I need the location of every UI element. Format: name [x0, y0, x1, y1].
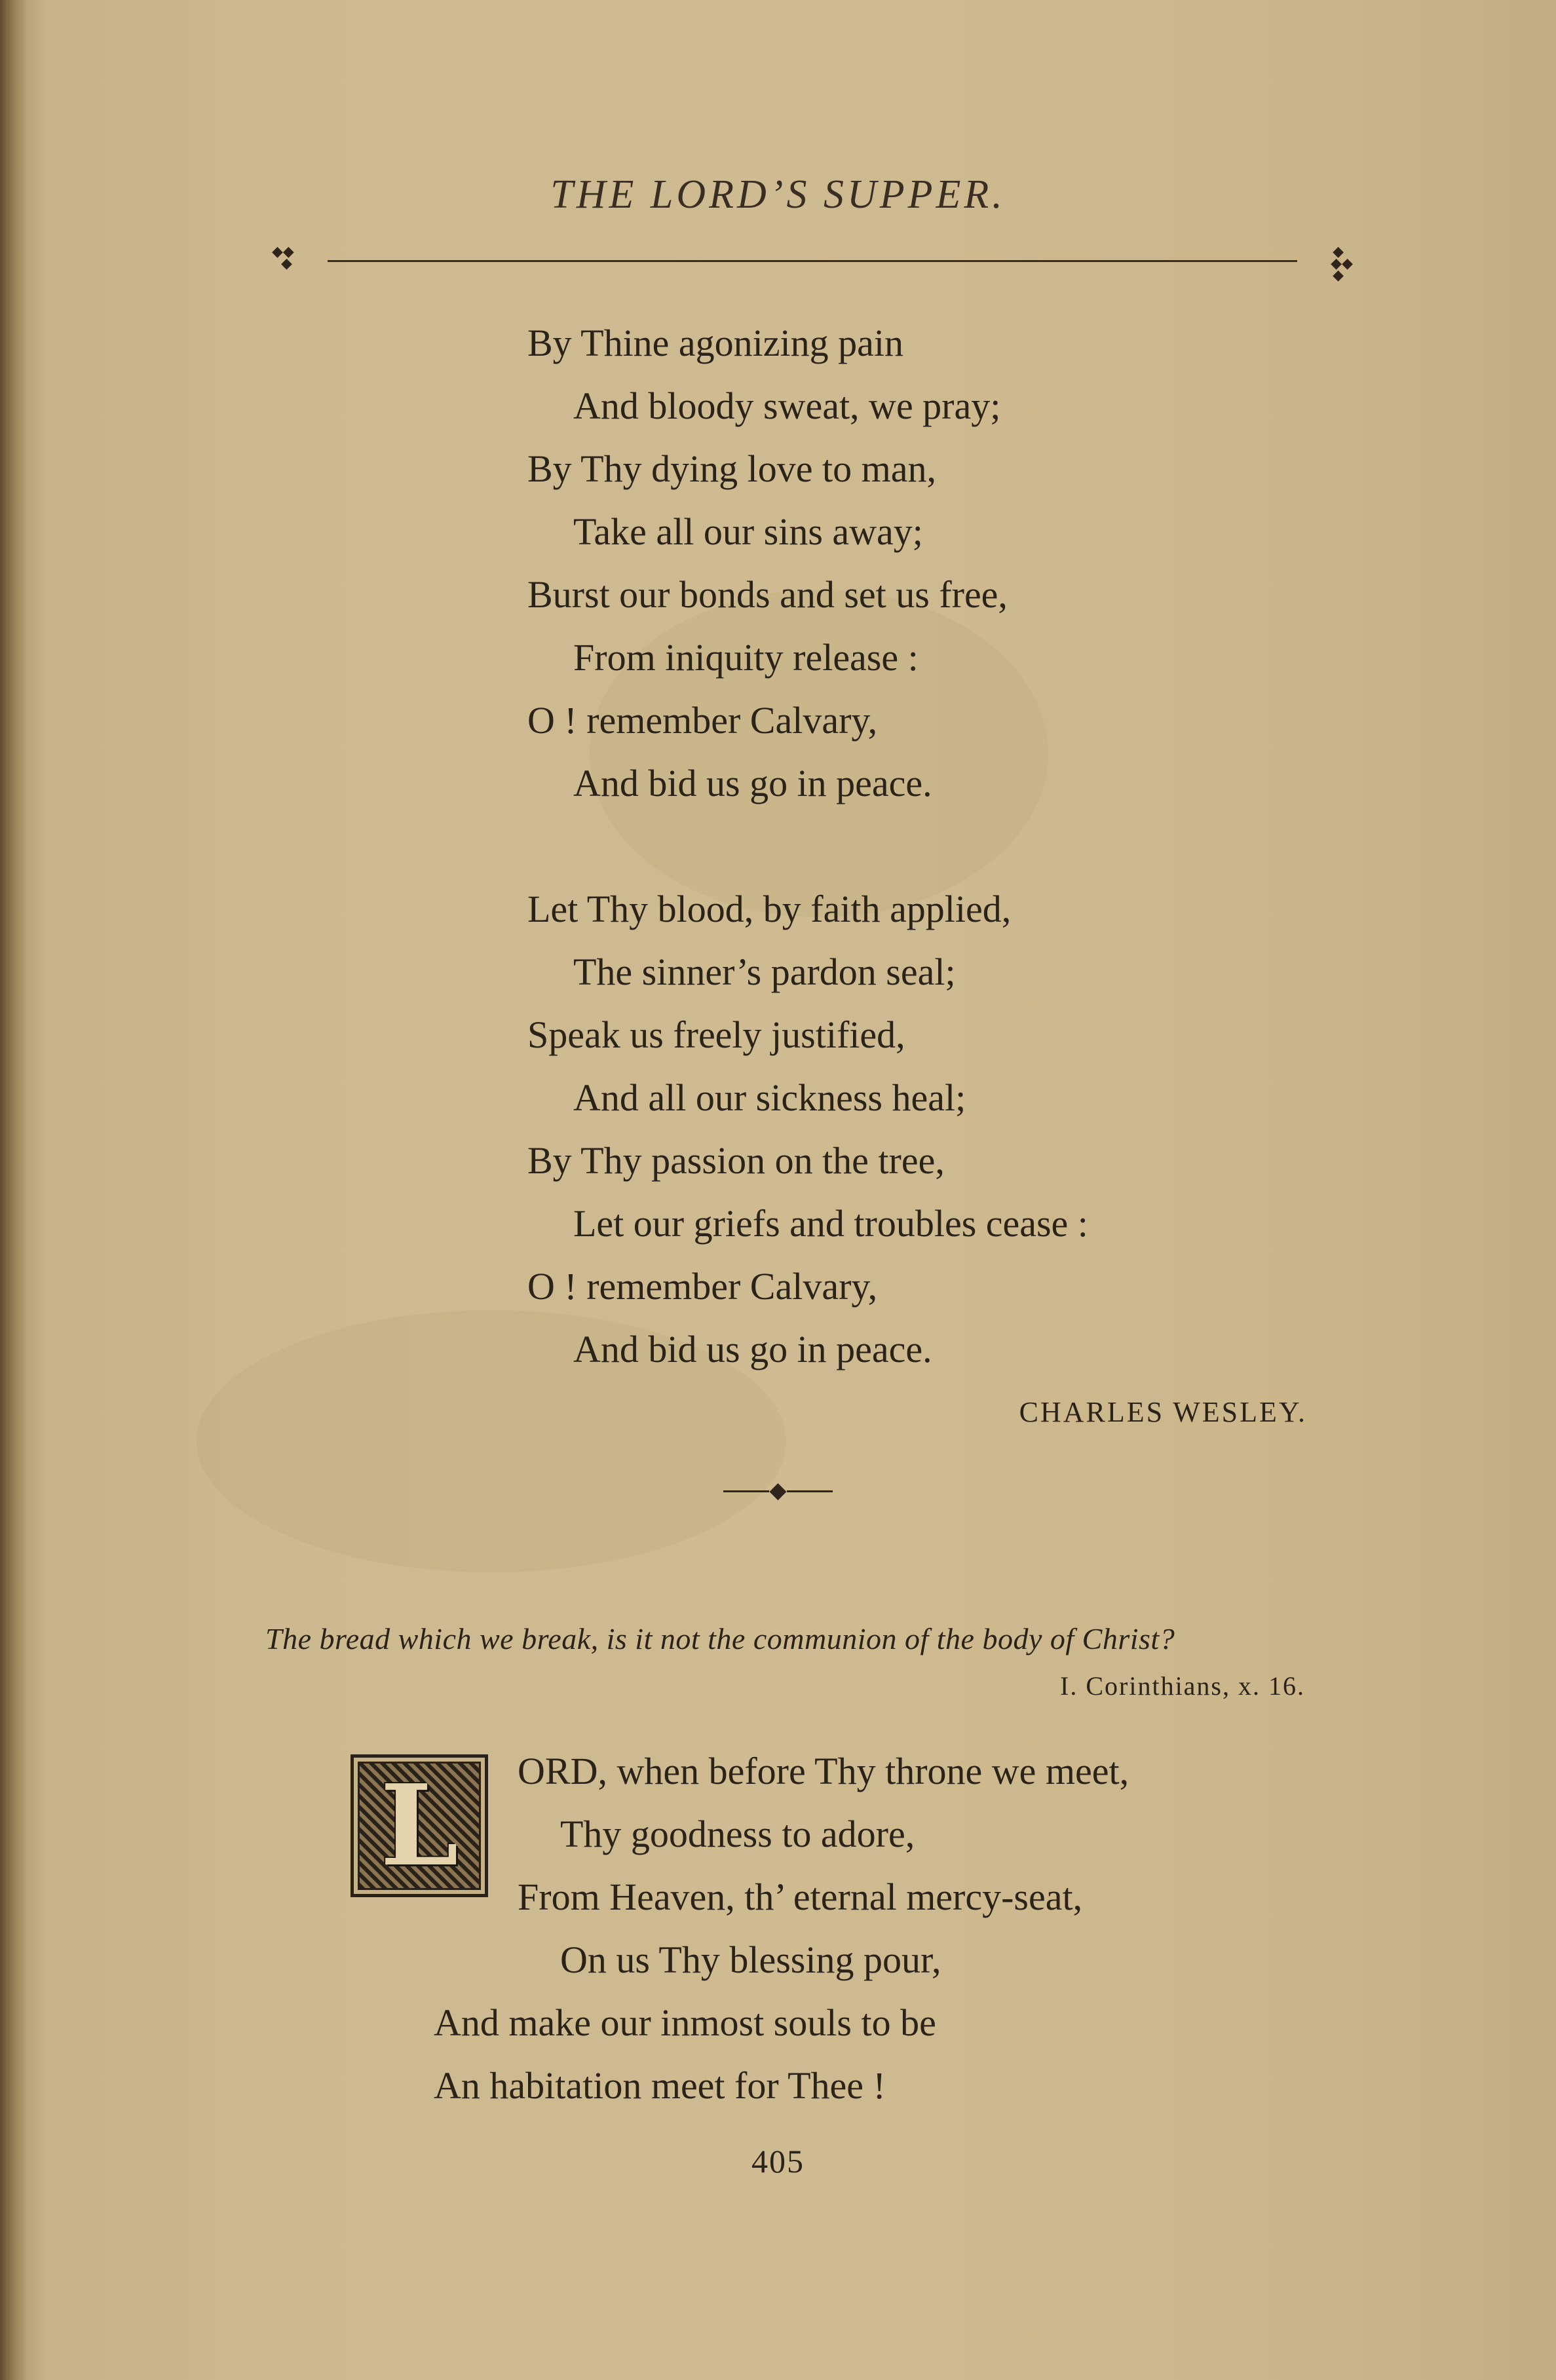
hymn-stanza-1	[527, 312, 1008, 815]
verse-line: O ! remember Calvary,	[527, 1265, 878, 1308]
hymn-author: CHARLES WESLEY.	[1019, 1396, 1307, 1428]
verse-line: O ! remember Calvary,	[527, 699, 878, 742]
verse-line: From Heaven, th’ eternal mercy-seat,	[518, 1876, 1083, 1918]
verse-line: And make our inmost souls to be	[434, 2001, 936, 2044]
verse-line: From iniquity release :	[573, 636, 919, 679]
verse-line: Let our griefs and troubles cease :	[573, 1202, 1088, 1245]
verse-line: And bloody sweat, we pray;	[573, 385, 1001, 427]
hymn2-first-line: ORD, when before Thy throne we meet,	[518, 1750, 1129, 1792]
right-ornament-icon: ◆ ◆◆ ◆	[1331, 244, 1353, 284]
verse-line: On us Thy blessing pour,	[560, 1938, 941, 1981]
dropcap-letter: L	[380, 1762, 459, 1890]
verse-line: By Thy passion on the tree,	[527, 1139, 945, 1182]
verse-line: Take all our sins away;	[573, 510, 923, 553]
rule-line	[328, 260, 1297, 262]
verse-line: And all our sickness heal;	[573, 1076, 966, 1119]
book-gutter	[0, 0, 26, 2380]
page-number: 405	[751, 2143, 805, 2180]
left-ornament-icon: ◆◆ ◆	[272, 244, 294, 272]
verse-line: Let Thy blood, by faith applied,	[527, 888, 1012, 930]
verse-line: Thy goodness to adore,	[560, 1813, 915, 1855]
dropcap-frame	[358, 1762, 481, 1890]
verse-line: By Thine agonizing pain	[527, 322, 903, 364]
dropcap-ornament	[351, 1754, 488, 1897]
verse-line: Speak us freely justified,	[527, 1013, 905, 1056]
hymn-stanza-2	[527, 878, 1088, 1381]
divider-dash	[723, 1490, 769, 1492]
verse-line: By Thy dying love to man,	[527, 447, 937, 490]
verse-line: And bid us go in peace.	[573, 1328, 932, 1370]
epigraph-text: The bread which we break, is it not the communion of the body of Christ?	[265, 1622, 1175, 1655]
running-head: THE LORD’S SUPPER.	[550, 172, 1006, 217]
divider-dash	[787, 1490, 833, 1492]
header-rule	[272, 242, 1353, 282]
epigraph-citation: I. Corinthians, x. 16.	[1060, 1671, 1305, 1701]
section-divider	[0, 1477, 1556, 1503]
diamond-icon: ◆	[769, 1477, 787, 1503]
verse-line: The sinner’s pardon seal;	[573, 951, 956, 993]
verse-line: And bid us go in peace.	[573, 762, 932, 804]
verse-line: An habitation meet for Thee !	[434, 2064, 886, 2107]
verse-line: Burst our bonds and set us free,	[527, 573, 1008, 616]
